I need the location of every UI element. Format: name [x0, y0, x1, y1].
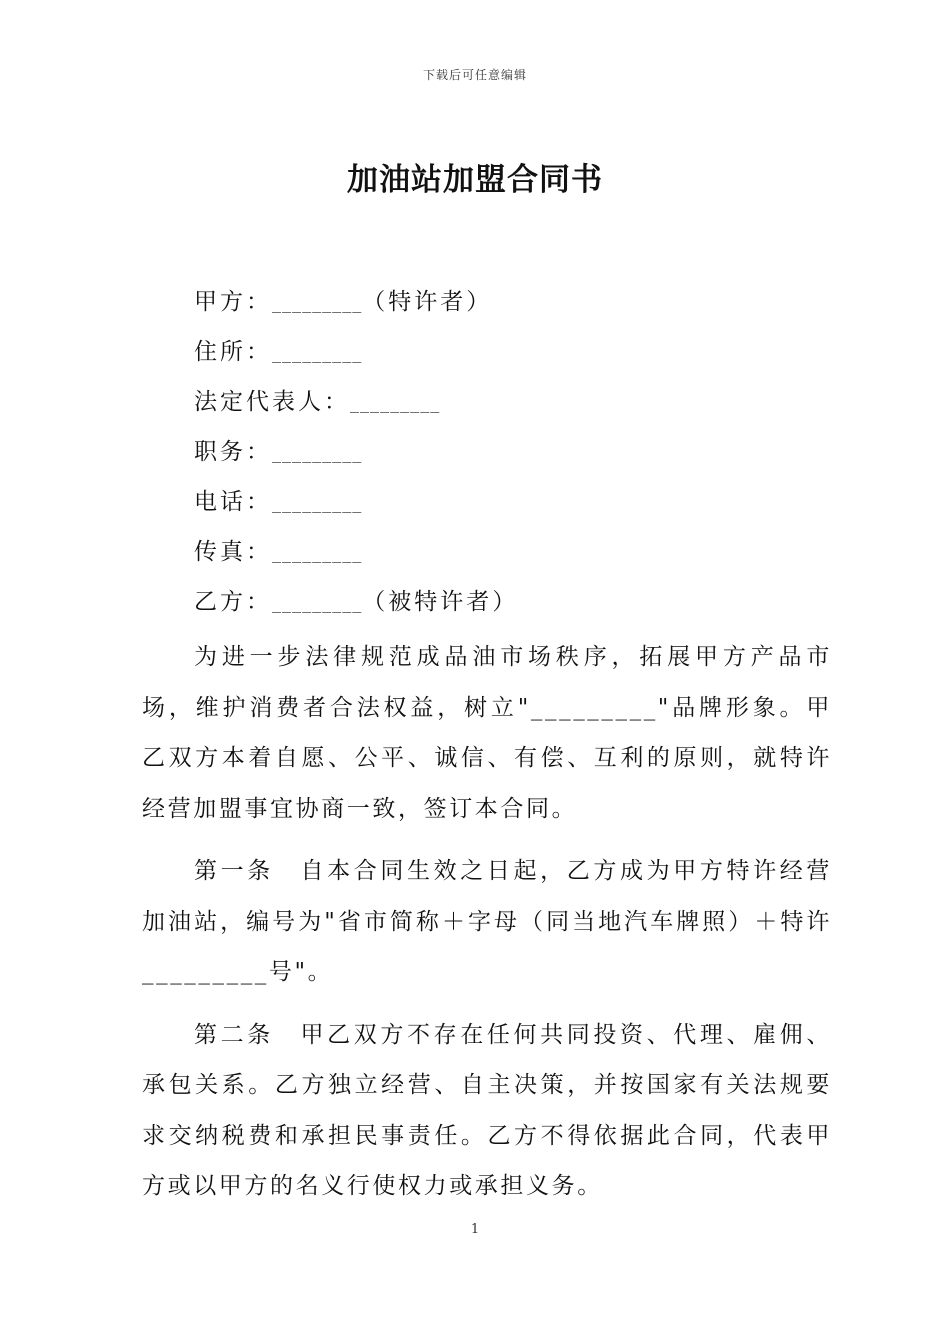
party-info-section — [194, 284, 834, 634]
field-label: 甲方： — [194, 289, 272, 315]
fill-blank: _________ — [272, 295, 363, 313]
page-number: 1 — [470, 1222, 480, 1237]
article-2-paragraph: 第二条 甲乙双方不存在任何共同投资、代理、雇佣、承包关系。乙方独立经营、自主决策，并按国家有关法规要求交纳税费和承担民事责任。乙方不得依据此合同，代表甲方或以甲方的名义行使权力或承担义务。 — [142, 1021, 832, 1199]
preamble-paragraph: 为进一步法律规范成品油市场秩序，拓展甲方产品市场，维护消费者合法权益，树立"_________"品牌形象。甲乙双方本着自愿、公平、诚信、有偿、互利的原则，就特许经营加盟事宜协商一致，签订本合同。 — [142, 644, 832, 822]
party-b-line — [194, 584, 834, 634]
document-title: 加油站加盟合同书 — [347, 162, 603, 198]
contract-body — [142, 632, 832, 1212]
legal-representative-line — [194, 384, 834, 434]
address-line — [194, 334, 834, 384]
field-label: 住所： — [194, 339, 272, 365]
position-line — [194, 434, 834, 484]
field-label: 电话： — [194, 489, 272, 515]
fill-blank: _________ — [272, 595, 363, 613]
field-suffix: （被特许者） — [362, 589, 519, 615]
field-suffix: （特许者） — [362, 289, 493, 315]
fill-blank: _________ — [272, 445, 363, 463]
party-a-line — [194, 284, 834, 334]
article-1-paragraph: 第一条 自本合同生效之日起，乙方成为甲方特许经营加油站，编号为"省市简称＋字母（同当地汽车牌照）＋特许_________号"。 — [142, 858, 832, 985]
phone-line — [194, 484, 834, 534]
header-note: 下载后可任意编辑 — [422, 68, 527, 82]
fill-blank: _________ — [350, 395, 441, 413]
fill-blank: _________ — [272, 495, 363, 513]
field-label: 职务： — [194, 439, 272, 465]
fill-blank: _________ — [272, 545, 363, 563]
fax-line — [194, 534, 834, 584]
fill-blank: _________ — [272, 345, 363, 363]
field-label: 乙方： — [194, 589, 272, 615]
field-label: 法定代表人： — [194, 389, 350, 415]
field-label: 传真： — [194, 539, 272, 565]
